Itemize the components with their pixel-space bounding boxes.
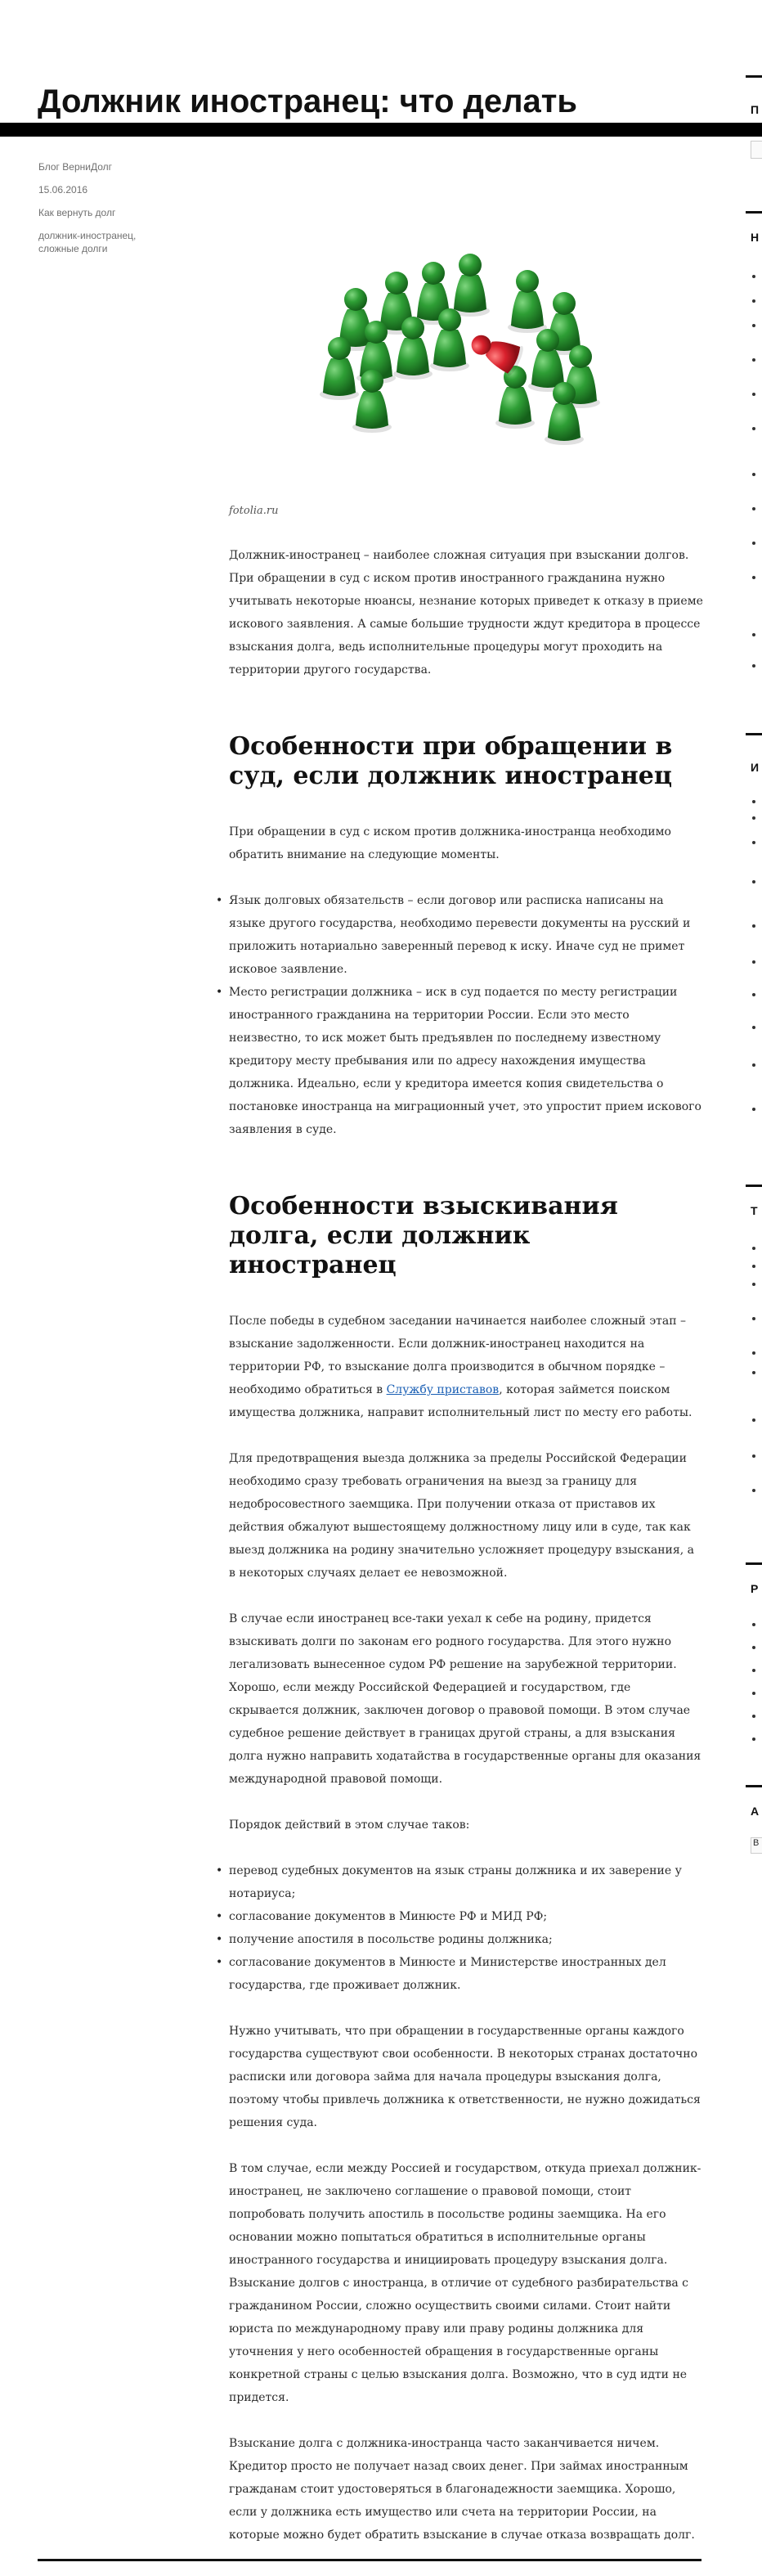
category-link[interactable]: Блог ВерниДолг [38,161,112,173]
list-bullet [752,1265,755,1268]
tag-list [38,229,177,255]
sidebar-heading-3: И [751,761,760,774]
bailiff-service-link[interactable]: Службу приставов [386,1383,500,1396]
list-bullet [752,1623,755,1626]
court-intro-paragraph: При обращении в суд с иском против должника-иностранца необходимо обратить внимание на следующие моменты. [229,825,671,861]
list-bullet [752,1371,755,1374]
list-item: • согласование документов в Минюсте и Министерстве иностранных дел государства, где проживает должник. [229,1951,703,1997]
list-item: • получение апостиля в посольстве родины должника; [229,1928,703,1951]
collection-paragraph-7: Взыскание долга с должника-иностранца часто заканчивается ничем. Кредитор просто не получает назад своих денег. При займах иностранным гражданам стоит удостоверяться в благонадежности заемщика. Хорошо, если у должника есть имущество или счета на территории России, на которые можно будет обратить взыскание в случае отказа возвращать долг. [229,2437,695,2542]
list-bullet [752,880,755,883]
list-bullet [752,1283,755,1286]
topic-link[interactable]: Как вернуть долг [38,207,116,218]
sidebar-rule [746,1785,762,1787]
list-bullet [752,1351,755,1355]
list-bullet [752,993,755,996]
tag-link-debtor-foreigner[interactable]: должник-иностранец, [38,230,137,241]
image-caption: fotolia.ru [229,505,279,517]
post-date[interactable]: 15.06.2016 [38,184,88,196]
list-bullet [752,473,755,476]
collection-paragraph-5: Нужно учитывать, что при обращении в государственные органы каждого государства существуют свои особенности. В некоторых странах достаточно расписки или договора займа для начала процедуры взыскания долга, поэтому чтобы привлечь должника к ответственности, не нужно дожидаться решения суда. [229,2025,701,2129]
sidebar-search-input[interactable] [751,141,762,159]
list-bullet [752,633,755,636]
list-bullet [752,1692,755,1695]
list-bullet [752,1738,755,1741]
sidebar-strip [746,0,762,2576]
list-bullet [752,358,755,362]
section-heading-court: Особенности при обращении в суд, если должник иностранец [229,732,673,790]
header-divider-bar [0,123,762,137]
list-bullet [752,1108,755,1111]
list-bullet [752,1247,755,1250]
sidebar-heading-4: Т [751,1204,758,1217]
list-item: • согласование документов в Минюсте РФ и МИД РФ; [229,1905,703,1928]
sidebar-select[interactable]: В [751,1837,762,1854]
hero-image-pawns [249,237,691,474]
list-bullet [752,1646,755,1649]
list-bullet [752,1026,755,1029]
list-item: • Место регистрации должника – иск в суд подается по месту регистрации иностранного гражданина на территории России. Если это место неизвестно, то иск может быть предъявлен по последнему известному кредитору месту пребывания или по адресу нахождения имущества должника. Идеально, если у кредитора имеется копия свидетельства о постановке иностранца на миграционный учет, это упростит прием искового заявления в суде. [229,981,703,1141]
list-bullet [752,1063,755,1067]
sidebar-rule [746,1562,762,1565]
page-title: Должник иностранец: что делать [38,83,577,119]
collection-paragraph-3: В случае если иностранец все-таки уехал к себе на родину, придется взыскивать долги по законам его родного государства. Для этого нужно легализовать вынесенное судом РФ решение на зарубежной территории. Хорошо, если между Российской Федерацией и государством, где скрывается должник, заключен договор о правовой помощи. В этом случае судебное решение действует в границах другой страны, а для взыскания долга нужно направить ходатайства в государственные органы для оказания международной правовой помощи. [229,1612,701,1786]
list-bullet [752,576,755,579]
tag-link-hard-debts[interactable]: сложные долги [38,243,108,254]
collection-paragraph-4: Порядок действий в этом случае таков: [229,1818,470,1832]
list-bullet [752,393,755,396]
list-bullet [752,1418,755,1422]
list-bullet [752,542,755,545]
list-bullet [752,1669,755,1672]
collection-paragraph-1: После победы в судебном заседании начинается наиболее сложный этап – взыскание задолженности. Если должник-иностранец находится на территории РФ, то взыскание долга производится в обычном порядке – необходимо обратиться в Службу приставов, которая займется поиском имущества должника, направит исполнительный лист по месту его работы. [229,1315,693,1419]
footer-divider [38,2559,701,2561]
post-meta [38,160,177,265]
list-bullet [752,427,755,430]
list-bullet [752,299,755,303]
list-bullet [752,324,755,327]
list-bullet [752,924,755,928]
article-body [229,544,703,2569]
sidebar-heading-5: Р [751,1582,759,1595]
sidebar-rule [746,75,762,78]
list-bullet [752,800,755,803]
sidebar-rule [746,211,762,214]
intro-paragraph: Должник-иностранец – наиболее сложная ситуация при взыскании долгов. При обращении в суд с иском против иностранного гражданина нужно учитывать некоторые нюансы, незнание которых приведет к отказу в приеме искового заявления. А самые большие трудности ждут кредитора в процессе взыскания долга, ведь исполнительные процедуры могут проходить на территории другого государства. [229,549,703,677]
list-bullet [752,1489,755,1492]
list-item: • Язык долговых обязательств – если договор или расписка написаны на языке другого государства, необходимо перевести документы на русский и приложить нотариально заверенный перевод к иску. Иначе суд не примет исковое заявление. [229,889,703,981]
sidebar-heading-1: П [751,103,760,116]
list-bullet [752,841,755,844]
list-bullet [752,275,755,278]
collection-paragraph-6: В том случае, если между Россией и государством, откуда приехал должник-иностранец, не заключено соглашение о правовой помощи, стоит попробовать получить апостиль в посольстве родины заемщика. На его основании можно попытаться обратиться в исполнительные органы иностранного государства и инициировать процедуру взыскания долга. Взыскание долгов с иностранца, в отличие от судебного разбирательства с гражданином России, сложно осуществить своими силами. Стоит найти юриста по международному праву или праву родины должника для уточнения у него особенностей обращения в государственные органы конкретной страны с целью взыскания долга. Возможно, что в суд идти не придется. [229,2162,701,2404]
procedure-steps-list [229,1859,703,1997]
sidebar-heading-2: Н [751,231,760,244]
sidebar-rule [746,733,762,735]
list-bullet [752,1317,755,1320]
collection-paragraph-2: Для предотвращения выезда должника за пределы Российской Федерации необходимо сразу требовать ограничения на выезд за границу для недобросовестного заемщика. При получении отказа от приставов их действия обжалуют вышестоящему должностному лицу или в суде, так как выезд должника на родину значительно усложняет процедуру взыскания, а в некоторых случаях делает ее невозможной. [229,1452,694,1580]
list-bullet [752,1454,755,1458]
sidebar-heading-6: А [751,1805,760,1818]
section-heading-collection: Особенности взыскивания долга, если должник иностранец [229,1192,618,1279]
list-bullet [752,816,755,820]
sidebar-rule [746,1185,762,1187]
list-bullet [752,960,755,964]
list-bullet [752,507,755,510]
court-requirements-list [229,889,703,1141]
list-item: • перевод судебных документов на язык страны должника и их заверение у нотариуса; [229,1859,703,1905]
list-bullet [752,664,755,668]
list-bullet [752,1715,755,1718]
